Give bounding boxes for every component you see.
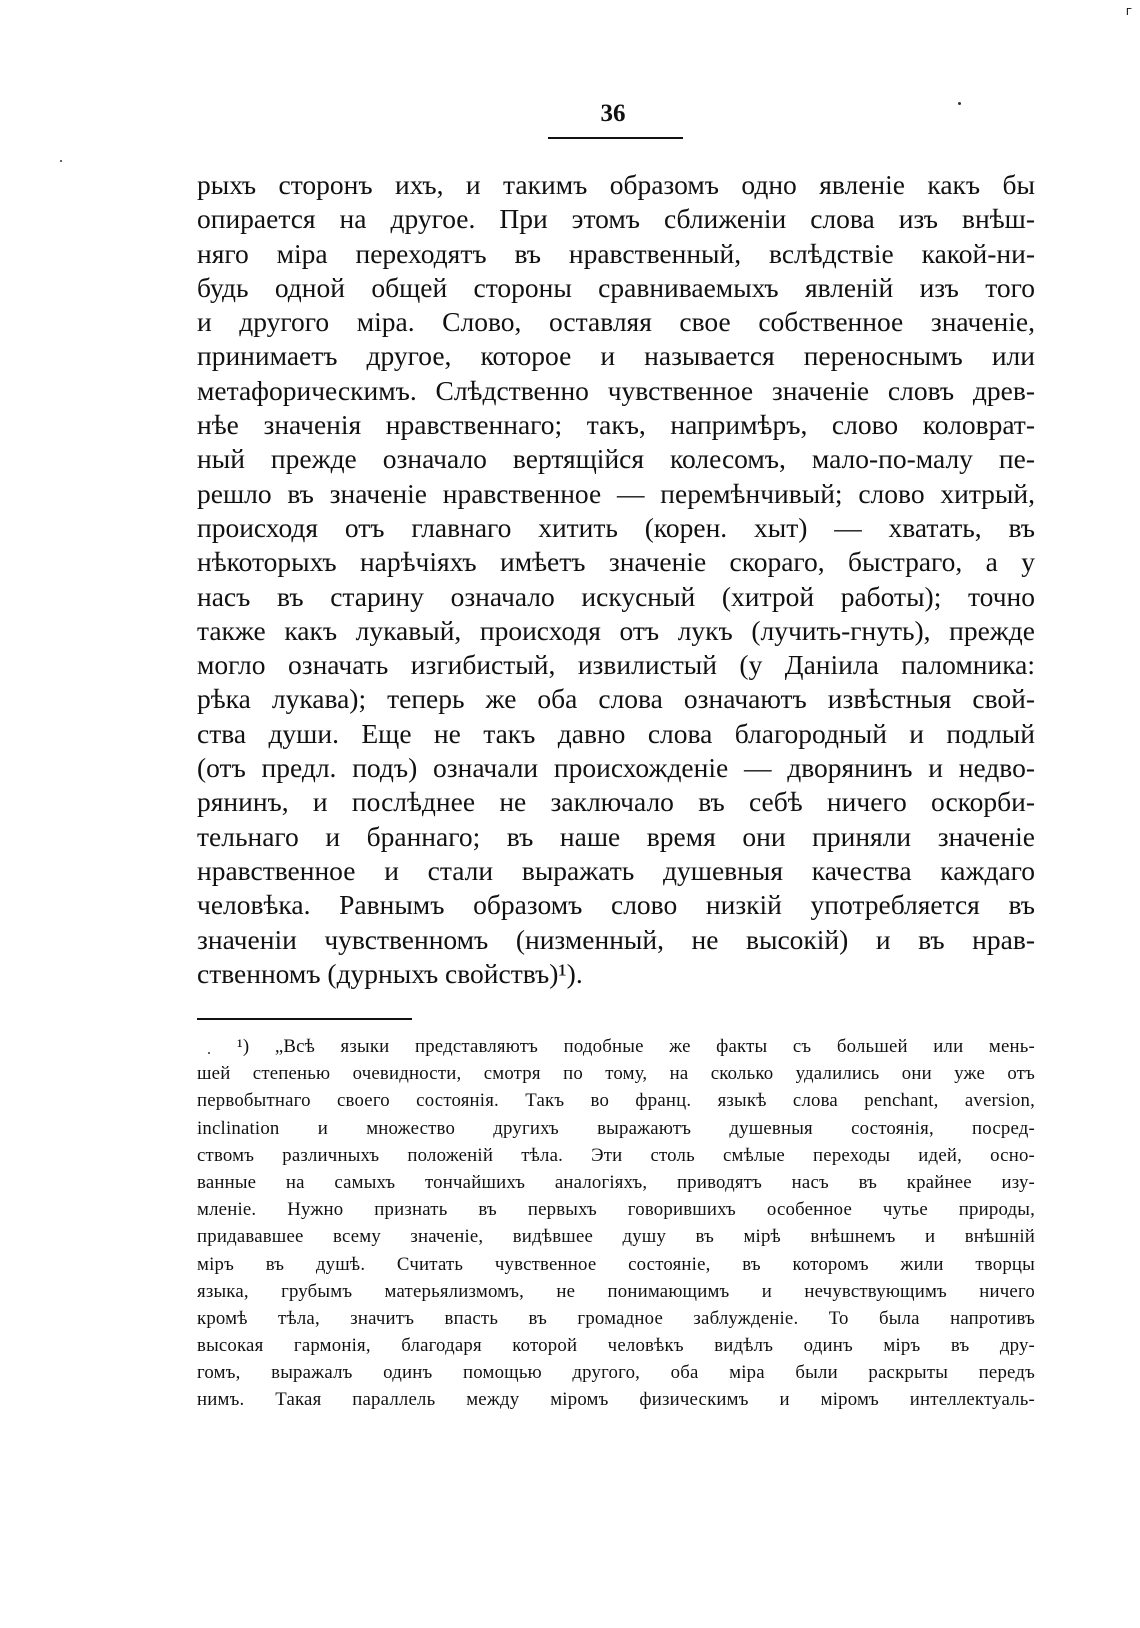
footnote <box>197 1033 1035 1414</box>
footnote-line: кромѣ тѣла, значитъ впасть въ громадное заблужденіе. То была напротивъ <box>197 1307 1035 1329</box>
text-line: и другого міра. Слово, оставляя свое собственное значеніе, <box>197 306 1035 338</box>
footnote-line: придававшее всему значеніе, видѣвшее душу въ мірѣ внѣшнемъ и внѣшній <box>197 1226 1035 1248</box>
footnote-line: міръ въ душѣ. Считать чувственное состояніе, въ которомъ жили творцы <box>197 1253 1035 1275</box>
footnote-line: первобытнаго своего состоянія. Такъ во франц. языкѣ слова penchant, aversion, <box>197 1090 1035 1112</box>
text-line: нѣе значенія нравственнаго; такъ, напримѣръ, слово коловрат- <box>197 409 1035 441</box>
footnote-line: ¹) „Всѣ языки представляютъ подобные же факты съ большей или мень- <box>237 1036 1035 1057</box>
text-line: решло въ значеніе нравственное — перемѣнчивый; слово хитрый, <box>197 477 1035 509</box>
text-line: принимаетъ другое, которое и называется переноснымъ или <box>197 340 1035 372</box>
scan-speck <box>208 1052 210 1054</box>
text-line: (отъ предл. подъ) означали происхожденіе — дворянинъ и недво- <box>197 752 1035 784</box>
text-line: человѣка. Равнымъ образомъ слово низкій употребляется въ <box>197 889 1035 921</box>
text-line: рянинъ, и послѣднее не заключало въ себѣ ничего оскорби- <box>197 786 1035 818</box>
scan-speck <box>958 102 961 105</box>
main-text <box>197 168 1035 991</box>
footnote-line: шей степенью очевидности, смотря по тому, на сколько удалились они уже отъ <box>197 1063 1035 1085</box>
text-line: опирается на другое. При этомъ сближеніи слова изъ внѣш- <box>197 203 1035 235</box>
footnote-line: нимъ. Такая параллель между міромъ физическимъ и міромъ интеллектуаль- <box>197 1389 1035 1411</box>
text-line: могло означать изгибистый, извилистый (у Даніила паломника: <box>197 649 1035 681</box>
footnote-line: ствомъ различныхъ положеній тѣла. Эти столь смѣлые переходы идей, осно- <box>197 1144 1035 1166</box>
footnote-line: ванные на самыхъ тончайшихъ аналогіяхъ, приводятъ насъ въ крайнее изу- <box>197 1171 1035 1193</box>
text-line: происходя отъ главнаго хитить (корен. хыт) — хватать, въ <box>197 511 1035 543</box>
text-line: нравственное и стали выражать душевныя качества каждаго <box>197 854 1035 886</box>
corner-mark: г <box>1125 4 1132 18</box>
text-line: ный прежде означало вертящійся колесомъ, мало-по-малу пе- <box>197 443 1035 475</box>
footnote-line: гомъ, выражалъ одинъ помощью другого, оба міра были раскрыты передъ <box>197 1362 1035 1384</box>
text-line: насъ въ старину означало искусный (хитрой работы); точно <box>197 580 1035 612</box>
text-line: будь одной общей стороны сравниваемыхъ явленій изъ того <box>197 271 1035 303</box>
text-line: метафорическимъ. Слѣдственно чувственное значеніе словъ древ- <box>197 374 1035 406</box>
scan-speck <box>60 160 62 162</box>
text-line: рѣка лукава); теперь же оба слова означаютъ извѣстныя свой- <box>197 683 1035 715</box>
text-line: нѣкоторыхъ нарѣчіяхъ имѣетъ значеніе скораго, быстраго, а у <box>197 546 1035 578</box>
footnote-line: языка, грубымъ матерьялизмомъ, не понимающимъ и нечувствующимъ ничего <box>197 1280 1035 1302</box>
text-line: няго міра переходятъ въ нравственный, вслѣдствіе какой-ни- <box>197 237 1035 269</box>
page-number-rule <box>548 137 683 139</box>
text-line: значеніи чувственномъ (низменный, не высокій) и въ нрав- <box>197 923 1035 955</box>
footnote-rule <box>197 1018 412 1020</box>
footnote-line: мленіе. Нужно признать въ первыхъ говорившихъ особенное чутье природы, <box>197 1199 1035 1221</box>
footnote-line: высокая гармонія, благодаря которой человѣкъ видѣлъ одинъ міръ въ дру- <box>197 1335 1035 1357</box>
text-line: ственномъ (дурныхъ свойствъ)¹). <box>197 957 583 989</box>
text-line: рыхъ сторонъ ихъ, и такимъ образомъ одно явленіе какъ бы <box>197 169 1035 200</box>
footnote-line: inclination и множество другихъ выражаютъ душевныя состоянія, посред- <box>197 1117 1035 1139</box>
text-line: ства души. Еще не такъ давно слова благородный и подлый <box>197 717 1035 749</box>
text-line: тельнаго и браннаго; въ наше время они приняли значеніе <box>197 820 1035 852</box>
page-number: 36 <box>600 100 626 127</box>
text-line: также какъ лукавый, происходя отъ лукъ (лучить-гнуть), прежде <box>197 614 1035 646</box>
